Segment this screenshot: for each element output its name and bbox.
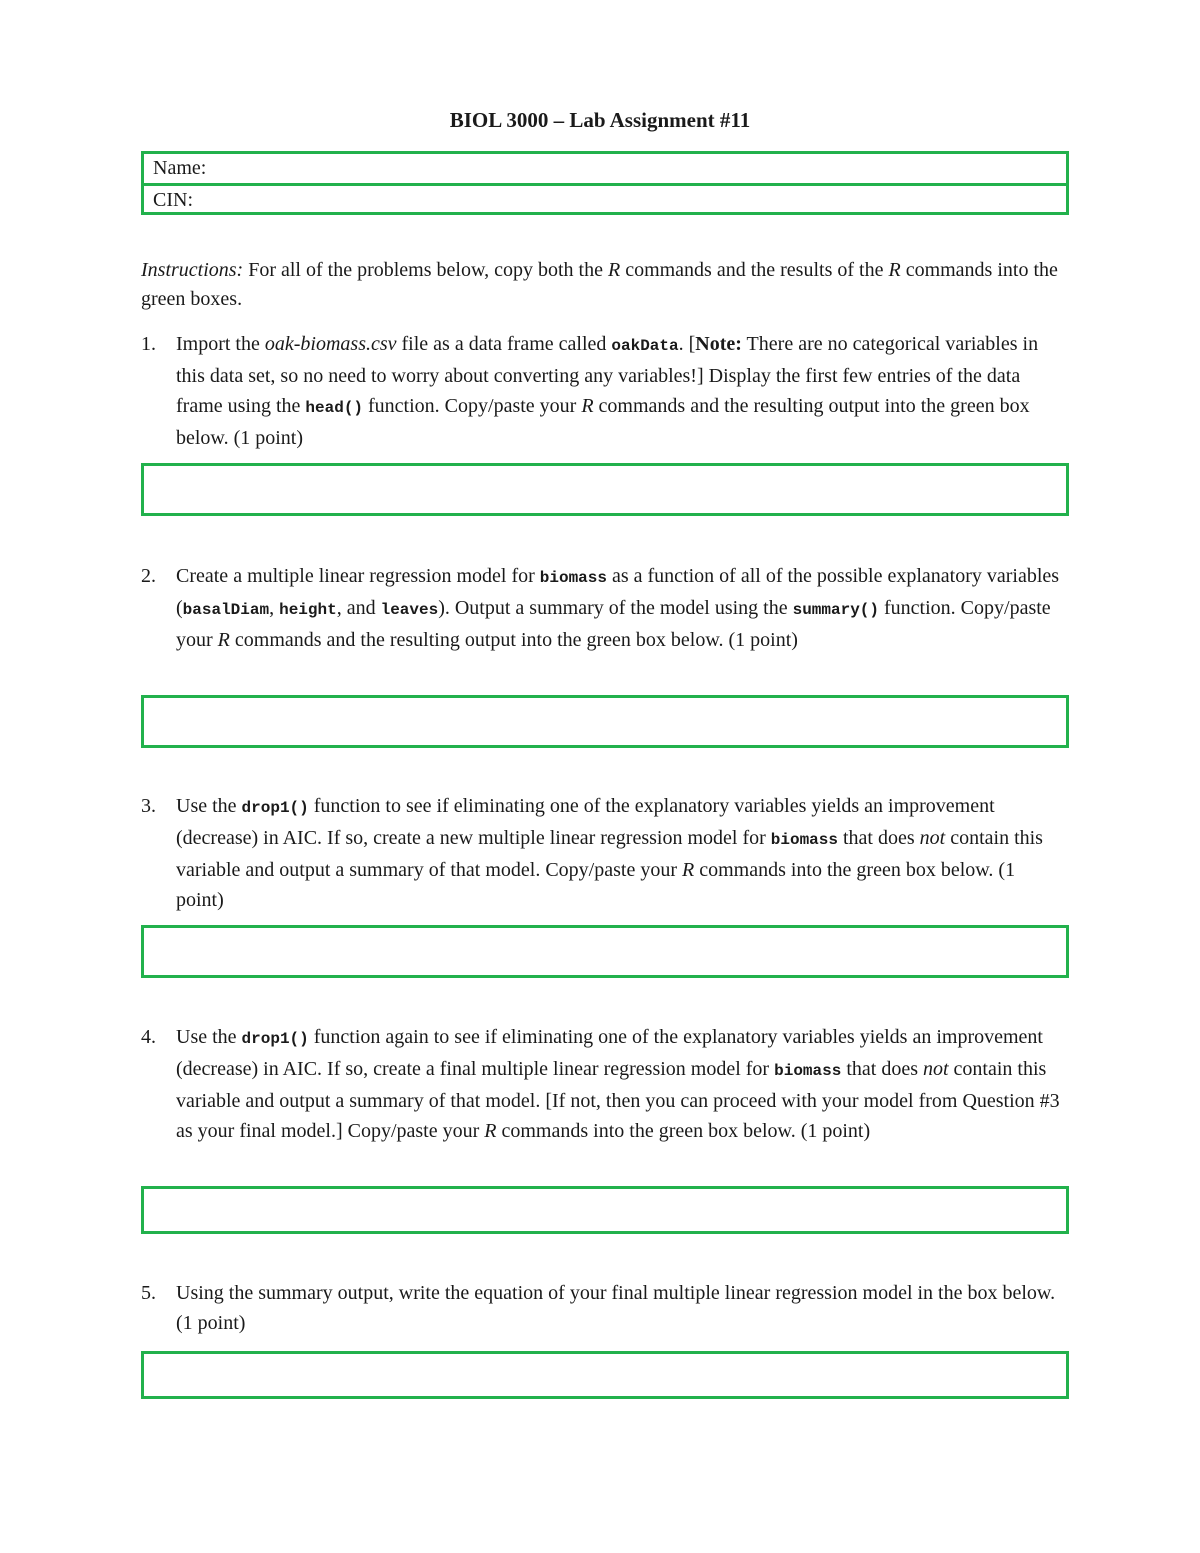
cin-label: CIN: — [153, 189, 193, 211]
question-4 — [141, 1022, 1066, 1146]
question-number: 2. — [141, 565, 156, 587]
name-label: Name: — [153, 157, 207, 179]
answer-box-1[interactable] — [141, 463, 1069, 516]
page-title: BIOL 3000 – Lab Assignment #11 — [449, 108, 751, 132]
question-2 — [141, 561, 1066, 655]
cin-field[interactable] — [144, 183, 1066, 212]
instructions-label: Instructions: — [141, 259, 244, 281]
question-number: 1. — [141, 333, 156, 355]
name-field[interactable] — [144, 154, 1066, 183]
answer-box-4[interactable] — [141, 1186, 1069, 1234]
answer-box-2[interactable] — [141, 695, 1069, 748]
question-1 — [141, 329, 1066, 453]
question-number: 4. — [141, 1026, 156, 1048]
question-number: 3. — [141, 795, 156, 817]
answer-box-3[interactable] — [141, 925, 1069, 978]
question-3 — [141, 791, 1066, 915]
instructions: Instructions: For all of the problems below, copy both the R commands and the results of the R commands into the green boxes. — [141, 259, 1058, 310]
question-text: Import the oak-biomass.csv file as a data frame called oakData. [Note: There are no categorical variables in this data set, so no need to worry about converting any variables!] Display the first few entries of the data frame using the head() function. Copy/paste your R commands and the resulting output into the green box below. (1 point) — [176, 333, 1039, 449]
question-text: Use the drop1() function again to see if eliminating one of the explanatory variables yields an improvement (decrease) in AIC. If so, create a final multiple linear regression model for biomass that does not contain this variable and output a summary of that model. [If not, then you can proceed with your model from Question #3 as your final model.] Copy/paste your R commands into the green box below. (1 point) — [176, 1026, 1060, 1142]
question-text: Use the drop1() function to see if eliminating one of the explanatory variables yields an improvement (decrease) in AIC. If so, create a new multiple linear regression model for biomass that does not contain this variable and output a summary of that model. Copy/paste your R commands into the green box below. (1 point) — [176, 795, 1043, 911]
question-5 — [141, 1278, 1066, 1338]
question-number: 5. — [141, 1282, 156, 1304]
answer-box-5[interactable] — [141, 1351, 1069, 1399]
question-text: Using the summary output, write the equation of your final multiple linear regression model in the box below. (1 point) — [176, 1282, 1056, 1334]
student-info-table — [141, 151, 1069, 215]
question-text: Create a multiple linear regression model for biomass as a function of all of the possible explanatory variables (basalDiam, height, and leaves). Output a summary of the model using the summary() function. Copy/paste your R commands and the resulting output into the green box below. (1 point) — [176, 565, 1060, 651]
